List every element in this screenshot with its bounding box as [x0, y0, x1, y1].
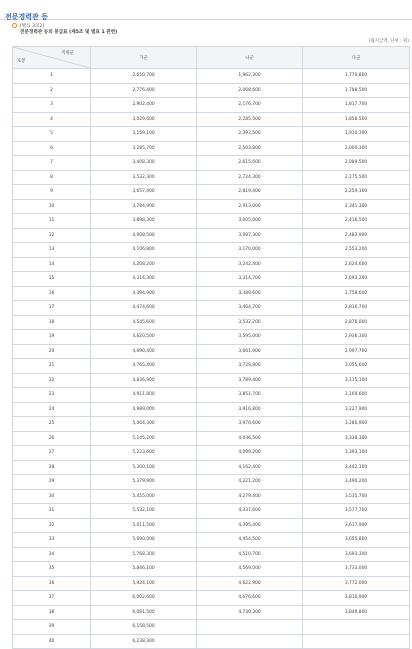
- value-cell-ga: 4,008,500: [91, 228, 197, 243]
- value-cell-na: 2,819,400: [197, 185, 303, 200]
- value-cell-da: 2,624,600: [303, 257, 410, 272]
- value-cell-na: 4,279,400: [197, 489, 303, 504]
- column-header-ga: 가군: [91, 47, 197, 69]
- value-cell-ga: 5,145,200: [91, 431, 197, 446]
- value-cell-da: 3,810,900: [303, 591, 410, 606]
- value-cell-da: [303, 634, 410, 649]
- value-cell-ga: 4,314,300: [91, 272, 197, 287]
- corner-header-cell: [13, 47, 91, 69]
- step-cell: 36: [13, 576, 91, 591]
- value-cell-na: 3,464,700: [197, 301, 303, 316]
- table-row: [13, 475, 410, 490]
- step-cell: 14: [13, 257, 91, 272]
- value-cell-da: 3,227,900: [303, 402, 410, 417]
- value-cell-na: 4,099,200: [197, 446, 303, 461]
- step-cell: 19: [13, 330, 91, 345]
- value-cell-da: 3,535,700: [303, 489, 410, 504]
- value-cell-da: 3,393,100: [303, 446, 410, 461]
- table-row: [13, 402, 410, 417]
- value-cell-ga: 4,394,900: [91, 286, 197, 301]
- appendix-caption: [12, 22, 404, 36]
- table-row: [13, 112, 410, 127]
- step-cell: 7: [13, 156, 91, 171]
- value-cell-na: [197, 634, 303, 649]
- value-cell-da: 2,175,500: [303, 170, 410, 185]
- value-cell-na: [197, 620, 303, 635]
- table-row: [13, 315, 410, 330]
- table-row: [13, 446, 410, 461]
- table-row: [13, 518, 410, 533]
- value-cell-ga: 6,238,300: [91, 634, 197, 649]
- table-header-row: [13, 47, 410, 69]
- appendix-title: 전문경력관 등의 봉급표 (제5조 및 별표 1 관련): [20, 30, 118, 35]
- value-cell-da: 2,259,100: [303, 185, 410, 200]
- value-cell-na: 3,087,300: [197, 228, 303, 243]
- value-cell-ga: 4,474,600: [91, 301, 197, 316]
- table-row: [13, 373, 410, 388]
- value-cell-na: 4,676,600: [197, 591, 303, 606]
- table-row: [13, 634, 410, 649]
- value-cell-ga: 5,846,100: [91, 562, 197, 577]
- value-cell-ga: 3,029,600: [91, 112, 197, 127]
- table-row: [13, 301, 410, 316]
- value-cell-na: 2,503,800: [197, 141, 303, 156]
- value-cell-na: 3,005,000: [197, 214, 303, 229]
- value-cell-ga: 4,836,900: [91, 373, 197, 388]
- value-cell-na: 3,170,000: [197, 243, 303, 258]
- value-cell-ga: 4,690,400: [91, 344, 197, 359]
- value-cell-na: 2,393,500: [197, 127, 303, 142]
- column-header-da: 다군: [303, 47, 410, 69]
- step-cell: 18: [13, 315, 91, 330]
- step-cell: 4: [13, 112, 91, 127]
- step-cell: 15: [13, 272, 91, 287]
- value-cell-da: [303, 620, 410, 635]
- value-cell-na: 4,569,000: [197, 562, 303, 577]
- table-row: [13, 533, 410, 548]
- step-cell: 2: [13, 83, 91, 98]
- value-cell-na: 4,622,900: [197, 576, 303, 591]
- value-cell-ga: 4,208,200: [91, 257, 197, 272]
- table-row: [13, 605, 410, 620]
- value-cell-da: 2,416,500: [303, 214, 410, 229]
- table-body: [13, 69, 410, 649]
- column-header-na: 나군: [197, 47, 303, 69]
- value-cell-da: 1,817,700: [303, 98, 410, 113]
- value-cell-na: 4,162,400: [197, 460, 303, 475]
- value-cell-da: 1,910,300: [303, 127, 410, 142]
- value-cell-na: 4,221,200: [197, 475, 303, 490]
- value-cell-da: 3,115,100: [303, 373, 410, 388]
- step-cell: 11: [13, 214, 91, 229]
- step-cell: 37: [13, 591, 91, 606]
- appendix-label: [별표 3의2]: [20, 23, 45, 29]
- value-cell-ga: 3,784,900: [91, 199, 197, 214]
- value-cell-da: 2,089,500: [303, 156, 410, 171]
- table-row: [13, 344, 410, 359]
- value-cell-na: 2,615,600: [197, 156, 303, 171]
- table-row: [13, 185, 410, 200]
- table-row: [13, 620, 410, 635]
- table-row: [13, 228, 410, 243]
- step-cell: 32: [13, 518, 91, 533]
- value-cell-da: 3,442,100: [303, 460, 410, 475]
- corner-step-label: 호봉: [17, 59, 26, 64]
- value-cell-da: 3,772,000: [303, 576, 410, 591]
- step-cell: 40: [13, 634, 91, 649]
- step-cell: 28: [13, 460, 91, 475]
- value-cell-ga: 6,158,500: [91, 620, 197, 635]
- value-cell-da: 3,693,300: [303, 547, 410, 562]
- value-cell-da: 3,338,300: [303, 431, 410, 446]
- value-cell-ga: 5,455,000: [91, 489, 197, 504]
- value-cell-ga: 3,408,300: [91, 156, 197, 171]
- step-cell: 6: [13, 141, 91, 156]
- value-cell-ga: 3,285,700: [91, 141, 197, 156]
- table-row: [13, 156, 410, 171]
- table-row: [13, 330, 410, 345]
- table-row: [13, 489, 410, 504]
- value-cell-da: 3,733,000: [303, 562, 410, 577]
- value-cell-na: 3,729,800: [197, 359, 303, 374]
- value-cell-da: 1,770,800: [303, 69, 410, 84]
- page-title: 전문경력관 등: [5, 13, 49, 21]
- value-cell-na: 2,285,500: [197, 112, 303, 127]
- value-cell-ga: 3,898,300: [91, 214, 197, 229]
- table-row: [13, 127, 410, 142]
- table-row: [13, 460, 410, 475]
- step-cell: 25: [13, 417, 91, 432]
- value-cell-na: 4,036,500: [197, 431, 303, 446]
- appendix-label-row: [12, 22, 404, 29]
- value-cell-da: 2,482,900: [303, 228, 410, 243]
- value-cell-na: 4,454,500: [197, 533, 303, 548]
- value-cell-na: 2,068,600: [197, 83, 303, 98]
- value-cell-da: 2,997,700: [303, 344, 410, 359]
- table-row: [13, 199, 410, 214]
- value-cell-da: 3,055,600: [303, 359, 410, 374]
- table-row: [13, 359, 410, 374]
- value-cell-ga: 4,989,000: [91, 402, 197, 417]
- value-cell-ga: 2,902,400: [91, 98, 197, 113]
- step-cell: 26: [13, 431, 91, 446]
- value-cell-da: 2,816,700: [303, 301, 410, 316]
- table-row: [13, 69, 410, 84]
- step-cell: 8: [13, 170, 91, 185]
- value-cell-ga: 4,106,800: [91, 243, 197, 258]
- value-cell-ga: 4,545,600: [91, 315, 197, 330]
- value-cell-ga: 5,768,300: [91, 547, 197, 562]
- value-cell-da: 1,858,500: [303, 112, 410, 127]
- value-cell-na: 3,389,600: [197, 286, 303, 301]
- value-cell-ga: 2,776,400: [91, 83, 197, 98]
- value-cell-na: 4,510,700: [197, 547, 303, 562]
- table-row: [13, 417, 410, 432]
- table-row: [13, 547, 410, 562]
- value-cell-na: 4,337,600: [197, 504, 303, 519]
- table-row: [13, 141, 410, 156]
- value-cell-da: 2,693,200: [303, 272, 410, 287]
- table-row: [13, 388, 410, 403]
- value-cell-da: 3,655,800: [303, 533, 410, 548]
- value-cell-na: 3,661,900: [197, 344, 303, 359]
- value-cell-na: 2,176,700: [197, 98, 303, 113]
- step-cell: 30: [13, 489, 91, 504]
- value-cell-ga: 2,650,700: [91, 69, 197, 84]
- value-cell-da: 2,758,600: [303, 286, 410, 301]
- step-cell: 5: [13, 127, 91, 142]
- step-cell: 29: [13, 475, 91, 490]
- value-cell-na: 2,913,000: [197, 199, 303, 214]
- value-cell-da: 3,577,700: [303, 504, 410, 519]
- value-cell-na: 1,962,300: [197, 69, 303, 84]
- value-cell-na: 3,314,700: [197, 272, 303, 287]
- value-cell-ga: 4,911,800: [91, 388, 197, 403]
- circle-bullet-icon: [12, 23, 17, 28]
- table-row: [13, 243, 410, 258]
- table-row: [13, 257, 410, 272]
- step-cell: 33: [13, 533, 91, 548]
- value-cell-na: 3,242,400: [197, 257, 303, 272]
- value-cell-ga: 3,532,300: [91, 170, 197, 185]
- step-cell: 3: [13, 98, 91, 113]
- value-cell-ga: 3,657,400: [91, 185, 197, 200]
- value-cell-na: 3,789,400: [197, 373, 303, 388]
- salary-table: [12, 46, 410, 649]
- value-cell-na: 3,851,700: [197, 388, 303, 403]
- step-cell: 20: [13, 344, 91, 359]
- step-cell: 38: [13, 605, 91, 620]
- value-cell-ga: 5,924,100: [91, 576, 197, 591]
- step-cell: 13: [13, 243, 91, 258]
- value-cell-ga: 5,300,100: [91, 460, 197, 475]
- step-cell: 16: [13, 286, 91, 301]
- table-row: [13, 562, 410, 577]
- table-row: [13, 286, 410, 301]
- value-cell-na: 3,532,200: [197, 315, 303, 330]
- table-row: [13, 170, 410, 185]
- value-cell-ga: 6,002,600: [91, 591, 197, 606]
- step-cell: 35: [13, 562, 91, 577]
- value-cell-da: 2,553,200: [303, 243, 410, 258]
- value-cell-da: 2,000,300: [303, 141, 410, 156]
- value-cell-da: 3,280,900: [303, 417, 410, 432]
- table-row: [13, 431, 410, 446]
- value-cell-da: 3,169,600: [303, 388, 410, 403]
- value-cell-ga: 4,765,400: [91, 359, 197, 374]
- step-cell: 1: [13, 69, 91, 84]
- value-cell-ga: 5,223,600: [91, 446, 197, 461]
- page-header: [0, 0, 412, 20]
- value-cell-na: 3,916,800: [197, 402, 303, 417]
- step-cell: 34: [13, 547, 91, 562]
- value-cell-da: 3,490,200: [303, 475, 410, 490]
- value-cell-ga: 5,690,000: [91, 533, 197, 548]
- step-cell: 17: [13, 301, 91, 316]
- value-cell-ga: 5,379,900: [91, 475, 197, 490]
- step-cell: 22: [13, 373, 91, 388]
- value-cell-na: 2,724,300: [197, 170, 303, 185]
- step-cell: 39: [13, 620, 91, 635]
- corner-position-group-label: 직위군: [61, 51, 74, 56]
- value-cell-ga: 4,620,500: [91, 330, 197, 345]
- table-row: [13, 576, 410, 591]
- table-row: [13, 98, 410, 113]
- value-cell-da: 2,876,000: [303, 315, 410, 330]
- value-cell-da: 2,341,300: [303, 199, 410, 214]
- value-cell-ga: 5,064,300: [91, 417, 197, 432]
- value-cell-da: 2,936,300: [303, 330, 410, 345]
- step-cell: 10: [13, 199, 91, 214]
- table-row: [13, 214, 410, 229]
- value-cell-ga: 6,081,500: [91, 605, 197, 620]
- value-cell-na: 4,395,400: [197, 518, 303, 533]
- step-cell: 24: [13, 402, 91, 417]
- step-cell: 31: [13, 504, 91, 519]
- step-cell: 9: [13, 185, 91, 200]
- value-cell-na: 4,730,300: [197, 605, 303, 620]
- value-cell-ga: 3,159,100: [91, 127, 197, 142]
- table-row: [13, 272, 410, 287]
- step-cell: 23: [13, 388, 91, 403]
- unit-note: (월지급액, 단위 : 원): [368, 39, 409, 44]
- value-cell-na: 3,595,000: [197, 330, 303, 345]
- value-cell-ga: 5,532,100: [91, 504, 197, 519]
- value-cell-ga: 5,611,500: [91, 518, 197, 533]
- table-row: [13, 83, 410, 98]
- value-cell-na: 3,976,600: [197, 417, 303, 432]
- step-cell: 12: [13, 228, 91, 243]
- table-row: [13, 504, 410, 519]
- step-cell: 21: [13, 359, 91, 374]
- value-cell-da: 1,788,500: [303, 83, 410, 98]
- value-cell-da: 3,849,800: [303, 605, 410, 620]
- step-cell: 27: [13, 446, 91, 461]
- table-row: [13, 591, 410, 606]
- value-cell-da: 3,617,900: [303, 518, 410, 533]
